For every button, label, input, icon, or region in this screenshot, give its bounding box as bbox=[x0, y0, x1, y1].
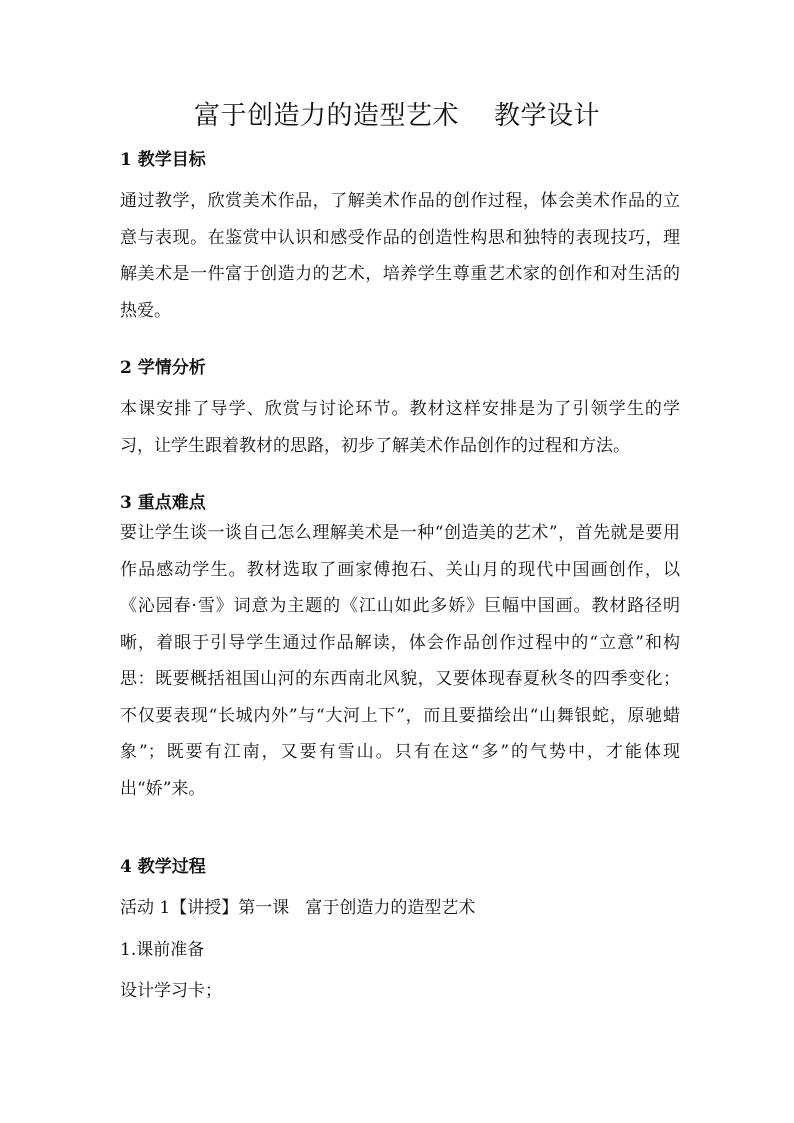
step-heading: 1.课前准备 bbox=[120, 940, 205, 960]
section-heading-key-points: 3 重点难点 bbox=[120, 493, 206, 513]
section-paragraph-objectives: 通过教学，欣赏美术作品，了解美术作品的创作过程，体会美术作品的立意与表现。在鉴赏中认识和感受作品的创造性构思和独特的表现技巧，理解美术是一件富于创造力的艺术，培养学生尊重艺术家的创作和对生活的热爱。 bbox=[120, 191, 680, 321]
activity-line: 活动 1【讲授】第一课 富于创造力的造型艺术 bbox=[120, 898, 476, 918]
step-detail: 设计学习卡； bbox=[120, 981, 222, 1001]
section-heading-process: 4 教学过程 bbox=[120, 857, 206, 877]
section-heading-objectives: 1 教学目标 bbox=[120, 150, 206, 170]
section-paragraph-key-points: 要让学生谈一谈自己怎么理解美术是一种“创造美的艺术”，首先就是要用作品感动学生。教材选取了画家傅抱石、关山月的现代中国画创作，以《沁园春·雪》词意为主题的《江山如此多娇》巨幅中国画。教材路径明晰，着眼于引导学生通过作品解读，体会作品创作过程中的“立意”和构思：既要概括祖国山河的东西南北风貌，又要体现春夏秋冬的四季变化；不仅要表现“长城内外”与“大河上下”，而且要描绘出“山舞银蛇，原驰蜡象”；既要有江南，又要有雪山。只有在这“多”的气势中，才能体现出“娇”来。 bbox=[120, 523, 680, 799]
section-paragraph-analysis: 本课安排了导学、欣赏与讨论环节。教材这样安排是为了引领学生的学习，让学生跟着教材的思路，初步了解美术作品创作的过程和方法。 bbox=[120, 399, 680, 456]
section-heading-analysis: 2 学情分析 bbox=[120, 358, 206, 378]
document-title: 富于创造力的造型艺术 教学设计 bbox=[193, 101, 601, 131]
